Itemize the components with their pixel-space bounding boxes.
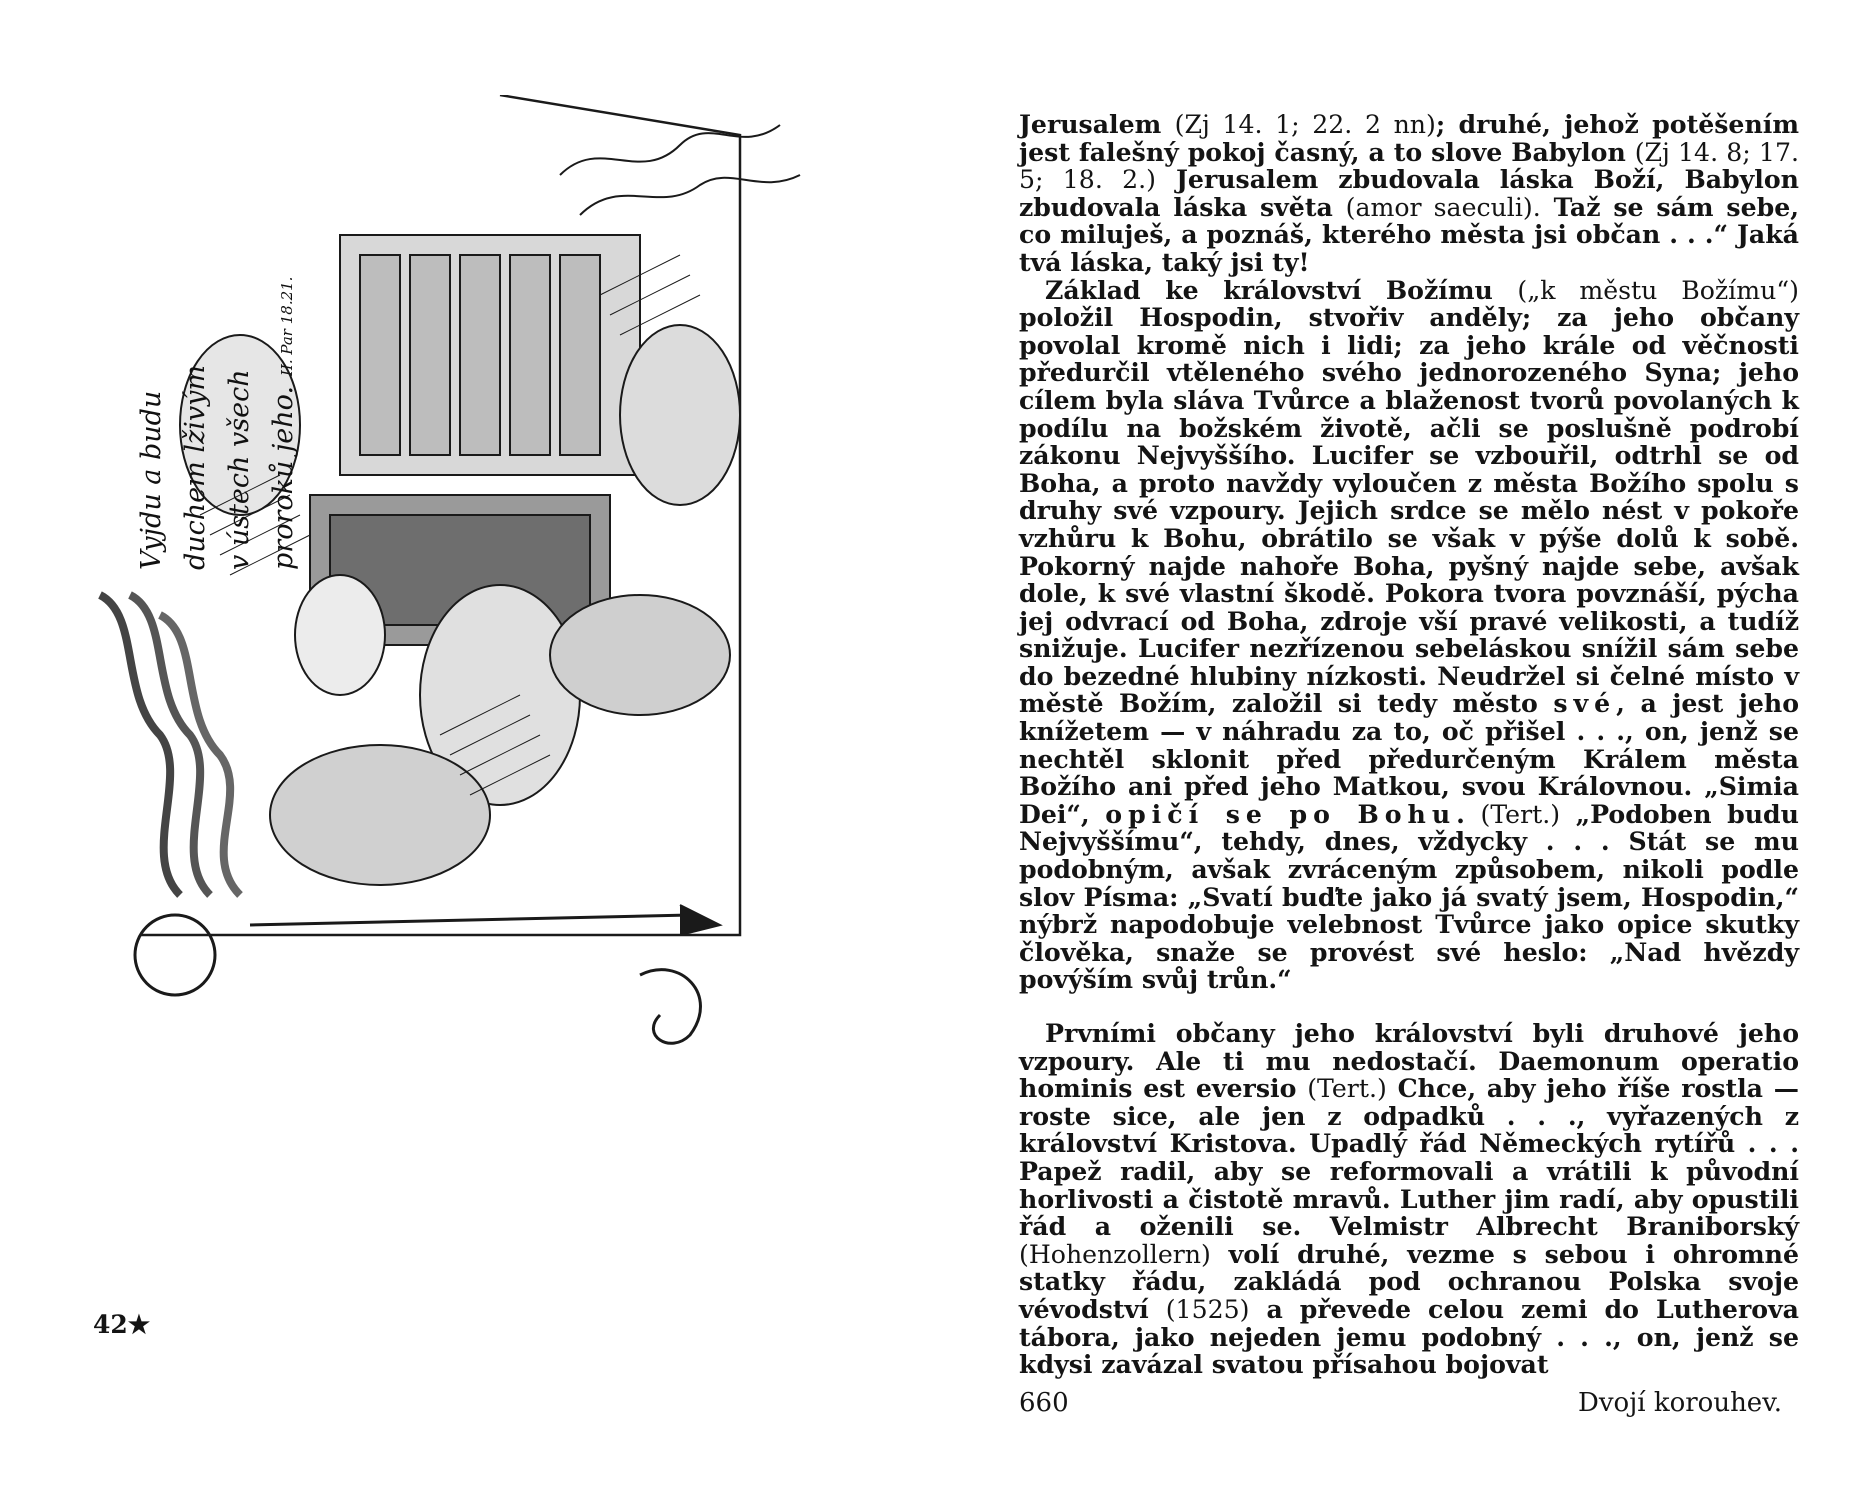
text-run: své [1553, 688, 1617, 719]
plate-number: 42★ [93, 1310, 151, 1339]
body-text [1019, 111, 1799, 1379]
text-run: položil Hospodin, stvořiv anděly; za jeho občany povolal kromě nich i lidi; za jeho krále od věčnosti předurčil vtěleného svého jednorozeného Syna; jeho cílem byla sláva Tvůrce a blaženost tvorů povolaných k podílu na božském životě, ačli se poslušně podrobí zákonu Nejvyššího. Lucifer se vzbouřil, odtrhl se od Boha, a proto navždy vyloučen z města Božího spolu s druhy své vzpoury. Jejich srdce se mělo nést v pokoře vzhůru k Bohu, obrátilo se však v pýše dolů k sobě. Pokorný najde nahoře Boha, pyšný najde sebe, avšak dole, k své vlastní škodě. Pokora tvora povznáší, pýcha jej odvrací od Boha, zdroje vší pravé velikosti, a tudíž snižuje. Lucifer nezřízenou sebeláskou snížil sám sebe do bezedné hlubiny nízkosti. Neudržel si čelné místo v městě Božím, založil si tedy město [1019, 302, 1799, 719]
engraving-drawing [80, 95, 860, 1135]
text-run: (1525) [1165, 1294, 1250, 1324]
text-run: Základ ke království Božímu [1045, 274, 1518, 305]
text-run: , a jest jeho knížetem — v náhradu za to, oč přišel . . ., on, jenž se nechtěl sklonit před předurčeným Králem města Božího ani před jeho Matkou, svou Královnou. „Simia Dei“, [1019, 688, 1799, 829]
text-run: (Tert.) [1307, 1074, 1387, 1104]
caption-line-2: duchem lživým [180, 365, 211, 570]
engraving-illustration [80, 95, 860, 1135]
illustration-caption [90, 270, 390, 610]
text-run: Jerusalem zbudovala láska Boží, Babylon zbudovala láska světa [1019, 164, 1799, 222]
text-run: Prvními občany jeho království byli druhové jeho vzpoury. Ale ti mu nedostačí. Daemonum operatio hominis est eversio [1019, 1018, 1799, 1104]
paragraph-1 [1019, 111, 1799, 277]
text-run: „Podoben budu Nejvyššímu“, tehdy, dnes, vždycky . . . Stát se mu podobným, avšak zvráceným způsobem, nikoli podle slov Písma: „Svatí buďte jako já svatý jsem, Hospodin,“ nýbrž napodobuje velebnost Tvůrce jako opice skutky člověka, snaže se provést své heslo: „Nad hvězdy povýším svůj trůn.“ [1019, 798, 1799, 995]
page-number: 660 [1019, 1388, 1069, 1418]
text-run: Chce, aby jeho říše rostla — roste sice, ale jen z odpadků . . ., vyřazených z království Kristova. Upadlý řád Německých rytířů . . . Papež radil, aby se reformovali a vrátili k původní horlivosti a čistotě mravů. Luther jim radí, aby opustili řád a oženili se. Velmistr Albrecht Braniborský [1019, 1073, 1799, 1242]
text-run: . [1456, 798, 1481, 829]
text-run: (Zj 14. 1; 22. 2 nn) [1174, 110, 1436, 139]
text-run: ; druhé, jehož potěšením jest falešný pokoj časný, a to slove Babylon [1019, 109, 1799, 167]
text-run: Jerusalem [1019, 109, 1175, 139]
text-run: volí druhé, vezme s sebou i ohromné statky řádu, zakládá pod ochranou Polska svoje vévodství [1019, 1238, 1799, 1324]
text-run: (amor saeculi). [1345, 192, 1541, 222]
caption-line-4: proroků jeho. [268, 385, 299, 570]
paragraph-2 [1019, 274, 1799, 995]
right-page [928, 0, 1856, 1500]
paragraph-3 [1019, 1020, 1799, 1379]
caption-line-1: Vyjdu a budu [136, 390, 167, 570]
text-run: (Tert.) [1480, 799, 1561, 829]
text-run: opičí se po Bohu [1105, 798, 1457, 829]
text-run: a převede celou zemi do Lutherova tábora, jako nejeden jemu podobný . . ., on, jenž se kdysi zavázal svatou přísahou bojovat [1019, 1293, 1799, 1380]
text-run: (Hohenzollern) [1019, 1239, 1211, 1269]
text-run: Taž se sám sebe, co miluješ, a poznáš, kterého města jsi občan . . .“ Jaká tvá láska, taký jsi ty! [1019, 191, 1799, 277]
running-title: Dvojí korouhev. [1578, 1388, 1783, 1418]
caption-reference: II. Par 18.21. [278, 276, 296, 376]
text-run: („k městu Božímu“) [1517, 275, 1799, 305]
text-run: (Zj 14. 8; 17. 5; 18. 2.) [1019, 137, 1799, 195]
caption-line-3: v ústech všech [224, 369, 255, 570]
